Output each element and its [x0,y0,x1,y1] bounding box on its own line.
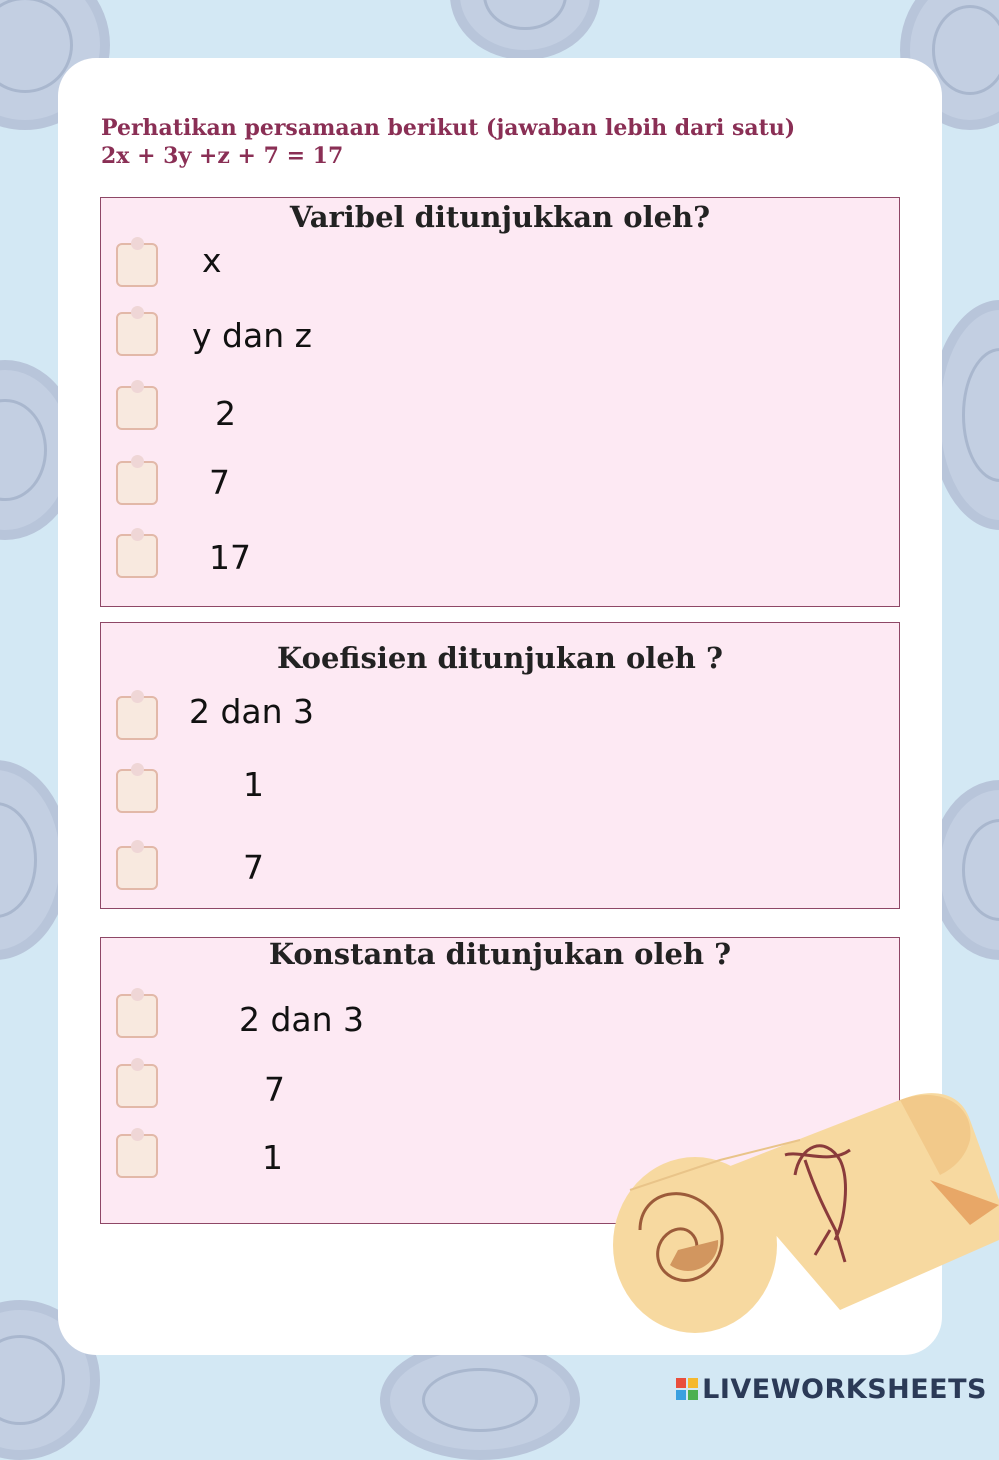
option-label: 17 [209,538,251,577]
question-box-coefficient [100,622,900,909]
question-title: Koefisien ditunjukan oleh ? [277,641,723,675]
option-label: 2 dan 3 [189,692,315,731]
liveworksheets-watermark[interactable] [676,1374,987,1405]
option-row [101,376,899,432]
option-label: y dan z [192,316,312,355]
checkbox-icon[interactable] [116,846,158,890]
question-title: Varibel ditunjukkan oleh? [289,200,711,234]
checkbox-icon[interactable] [116,1064,158,1108]
question-title: Konstanta ditunjukan oleh ? [268,937,732,971]
wax-seal-icon [450,0,600,60]
checkbox-icon[interactable] [116,696,158,740]
option-label: x [202,241,222,280]
question-box-variable [100,197,900,607]
option-row [101,524,899,580]
option-row [101,233,899,289]
checkbox-icon[interactable] [116,461,158,505]
instruction-text [101,114,795,170]
liveworksheets-logo-icon [676,1378,698,1400]
option-label: 1 [262,1138,283,1177]
watermark-text: LIVEWORKSHEETS [702,1374,987,1405]
option-row [101,836,899,892]
instruction-line: Perhatikan persamaan berikut (jawaban lebih dari satu) [101,115,796,141]
option-label: 2 [215,394,236,433]
option-label: 7 [243,848,264,887]
checkbox-icon[interactable] [116,1134,158,1178]
option-row [101,759,899,815]
wax-seal-icon [380,1340,580,1460]
checkbox-icon[interactable] [116,386,158,430]
checkbox-icon[interactable] [116,312,158,356]
option-row [101,451,899,507]
checkbox-icon[interactable] [116,994,158,1038]
checkbox-icon[interactable] [116,769,158,813]
option-label: 7 [264,1070,285,1109]
option-row [101,984,899,1040]
equation-line: 2x + 3y +z + 7 = 17 [101,143,344,169]
option-label: 2 dan 3 [239,1000,365,1039]
option-label: 7 [209,463,230,502]
checkbox-icon[interactable] [116,243,158,287]
option-row [101,302,899,358]
paper-scroll-icon [600,1080,999,1340]
option-label: 1 [243,765,264,804]
checkbox-icon[interactable] [116,534,158,578]
option-row [101,686,899,742]
